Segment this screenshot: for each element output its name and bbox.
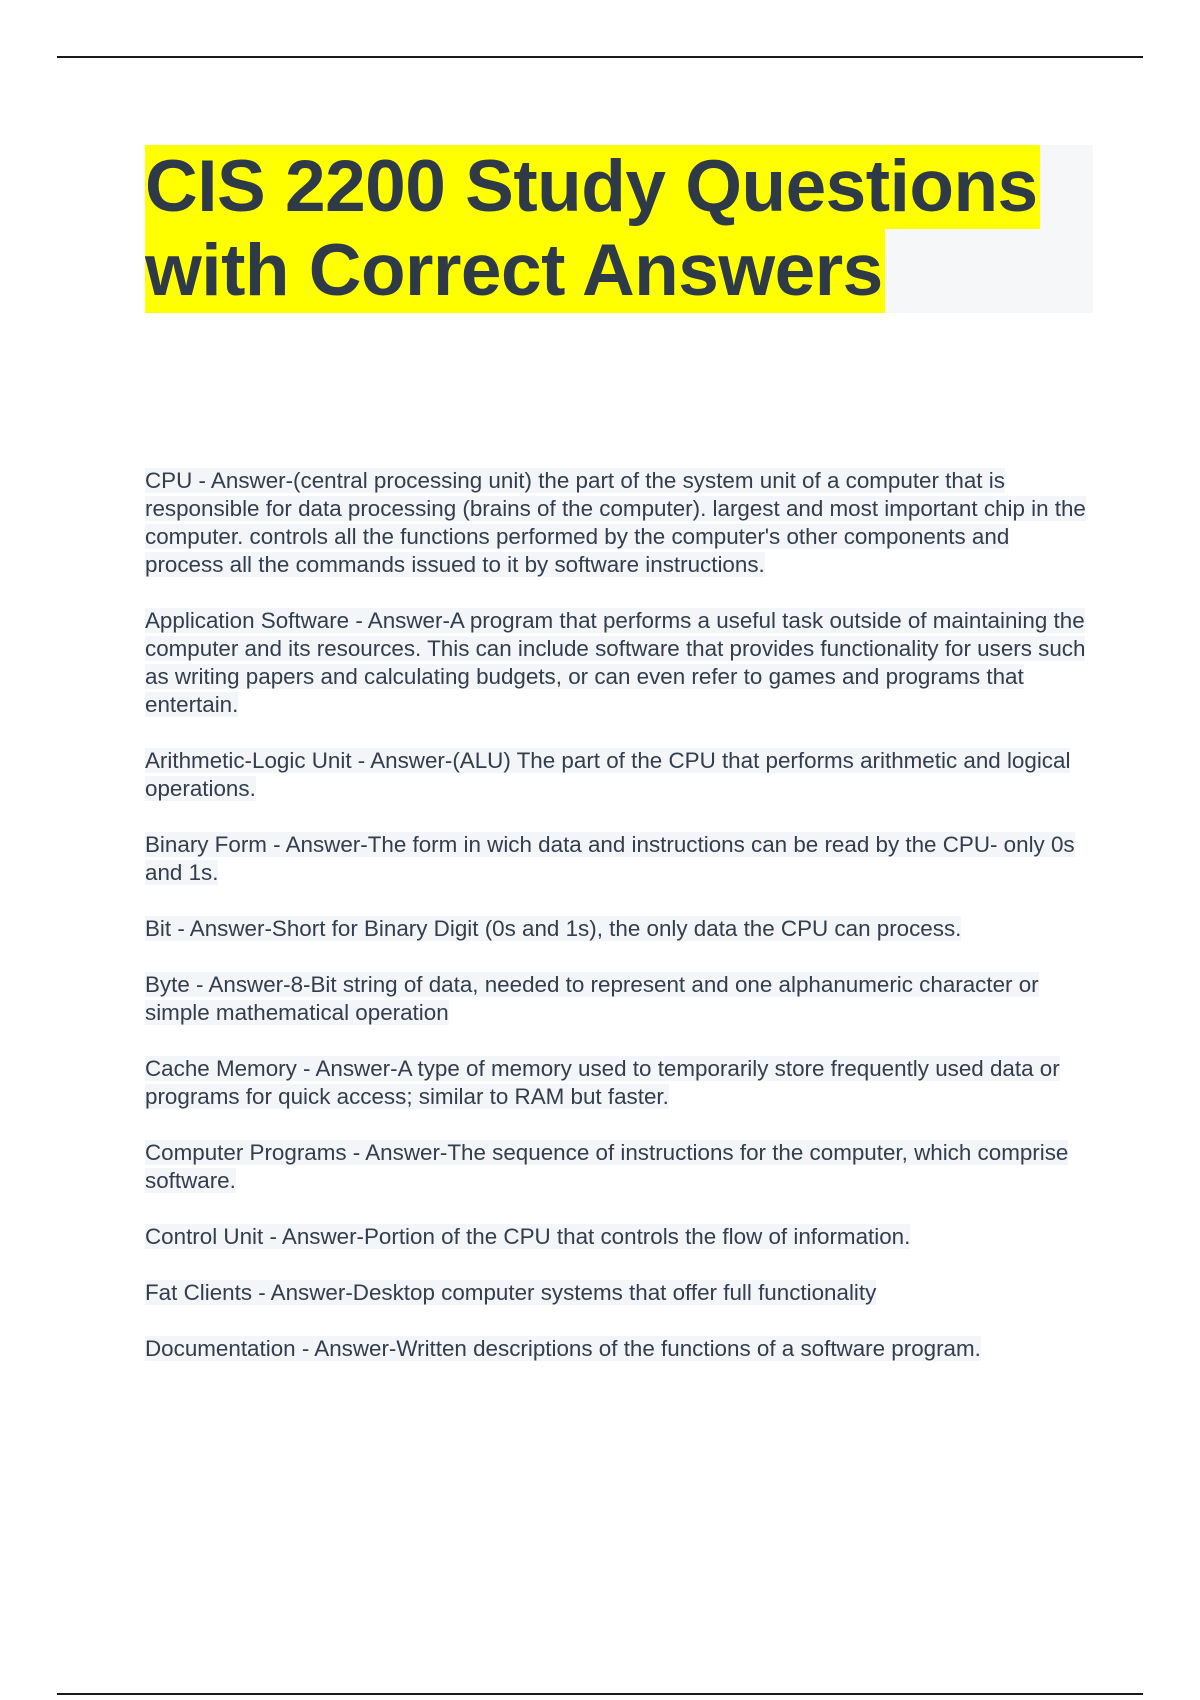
entry-text: Arithmetic-Logic Unit - Answer-(ALU) The part of the CPU that performs arithmetic and logical operations. (145, 748, 1071, 801)
title-block (145, 145, 1093, 313)
entry-cache-memory (145, 1055, 1093, 1111)
entry-text: Binary Form - Answer-The form in wich data and instructions can be read by the CPU- only 0s and 1s. (145, 832, 1075, 885)
entry-text: Byte - Answer-8-Bit string of data, needed to represent and one alphanumeric character or simple mathematical operation (145, 972, 1039, 1025)
entry-text: Cache Memory - Answer-A type of memory used to temporarily store frequently used data or programs for quick access; similar to RAM but faster. (145, 1056, 1060, 1109)
entry-documentation (145, 1335, 1093, 1363)
entry-text: Computer Programs - Answer-The sequence of instructions for the computer, which comprise software. (145, 1140, 1069, 1193)
study-entries (145, 467, 1093, 1391)
entry-byte (145, 971, 1093, 1027)
title-line-2: with Correct Answers (145, 230, 883, 311)
bottom-rule (57, 1693, 1143, 1695)
entry-bit (145, 915, 1093, 943)
page-title (145, 145, 1093, 313)
entry-text: Application Software - Answer-A program that performs a useful task outside of maintaining the computer and its resources. This can include software that provides functionality for users such as writing papers and calculating budgets, or can even refer to games and programs that entertain. (145, 608, 1086, 717)
entry-computer-programs (145, 1139, 1093, 1195)
entry-binary-form (145, 831, 1093, 887)
entry-text: Documentation - Answer-Written descriptions of the functions of a software program. (145, 1336, 981, 1361)
entry-fat-clients (145, 1279, 1093, 1307)
title-line-1: CIS 2200 Study Questions (145, 146, 1038, 227)
entry-text: Control Unit - Answer-Portion of the CPU that controls the flow of information. (145, 1224, 911, 1249)
entry-cpu (145, 467, 1093, 579)
entry-text: Fat Clients - Answer-Desktop computer systems that offer full functionality (145, 1280, 877, 1305)
entry-text: Bit - Answer-Short for Binary Digit (0s and 1s), the only data the CPU can process. (145, 916, 962, 941)
entry-application-software (145, 607, 1093, 719)
entry-text: CPU - Answer-(central processing unit) the part of the system unit of a computer that is responsible for data processing (brains of the computer). largest and most important chip in the computer. controls all the functions performed by the computer's other components and process all the commands issued to it by software instructions. (145, 468, 1086, 577)
entry-control-unit (145, 1223, 1093, 1251)
entry-arithmetic-logic-unit (145, 747, 1093, 803)
top-rule (57, 56, 1143, 58)
